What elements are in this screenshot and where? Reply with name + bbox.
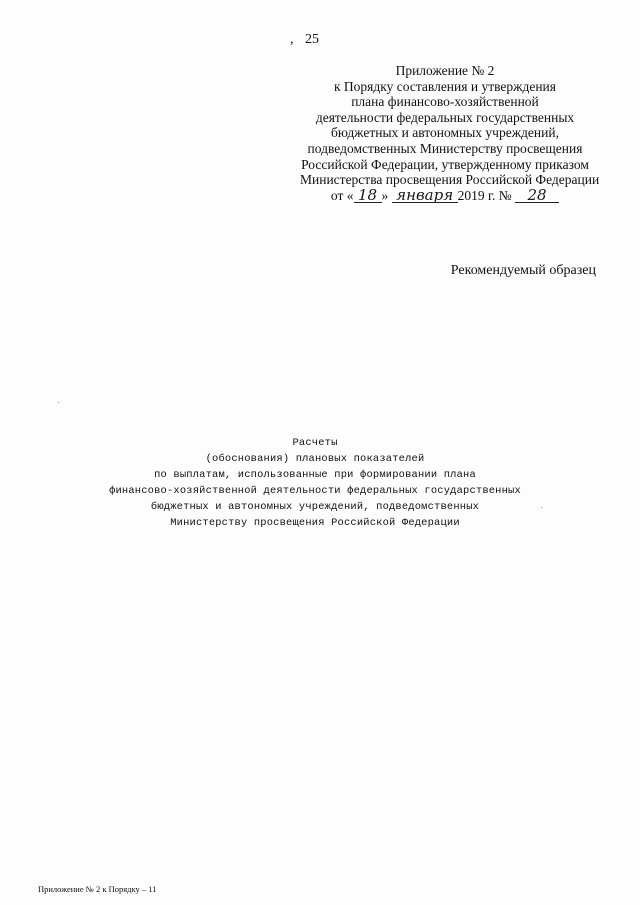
handwritten-day: 18: [354, 188, 382, 203]
document-title: [70, 435, 560, 531]
appendix-line: к Порядку составления и утверждения: [334, 78, 556, 94]
appendix-line: плана финансово-хозяйственной: [351, 94, 539, 110]
date-quote-close: »: [381, 187, 389, 203]
recommended-sample-label: Рекомендуемый образец: [450, 263, 596, 278]
date-line: [300, 185, 590, 204]
title-line: Расчеты: [292, 437, 338, 449]
appendix-header: [300, 63, 600, 204]
appendix-line: Министерства просвещения Российской Федерации: [300, 172, 600, 188]
page-mark: ,: [290, 32, 294, 47]
title-line: Министерству просвещения Российской Федерации: [170, 517, 460, 529]
scan-speck: [541, 507, 542, 508]
title-line: (обоснования) плановых показателей: [205, 453, 425, 465]
scan-speck: [58, 402, 59, 403]
appendix-line: Приложение № 2: [395, 63, 495, 78]
date-prefix: от «: [330, 187, 354, 203]
appendix-line: подведомственных Министерству просвещения: [307, 140, 583, 156]
date-year-text: 2019 г. №: [457, 187, 512, 203]
appendix-line: бюджетных и автономных учреждений,: [331, 125, 559, 141]
title-line: бюджетных и автономных учреждений, подведомственных: [150, 501, 480, 513]
handwritten-month: января: [392, 188, 458, 203]
handwritten-order-number: 28: [515, 188, 559, 203]
appendix-line: деятельности федеральных государственных: [315, 109, 575, 125]
footer-note: Приложение № 2 к Порядку – 11: [38, 884, 157, 894]
title-line: по выплатам, использованные при формировании плана: [154, 469, 476, 481]
title-line: финансово-хозяйственной деятельности федеральных государственных: [109, 485, 521, 497]
appendix-line: Российской Федерации, утвержденному приказом: [301, 156, 589, 172]
page-number: [290, 32, 319, 48]
page-number-value: 25: [305, 32, 319, 47]
